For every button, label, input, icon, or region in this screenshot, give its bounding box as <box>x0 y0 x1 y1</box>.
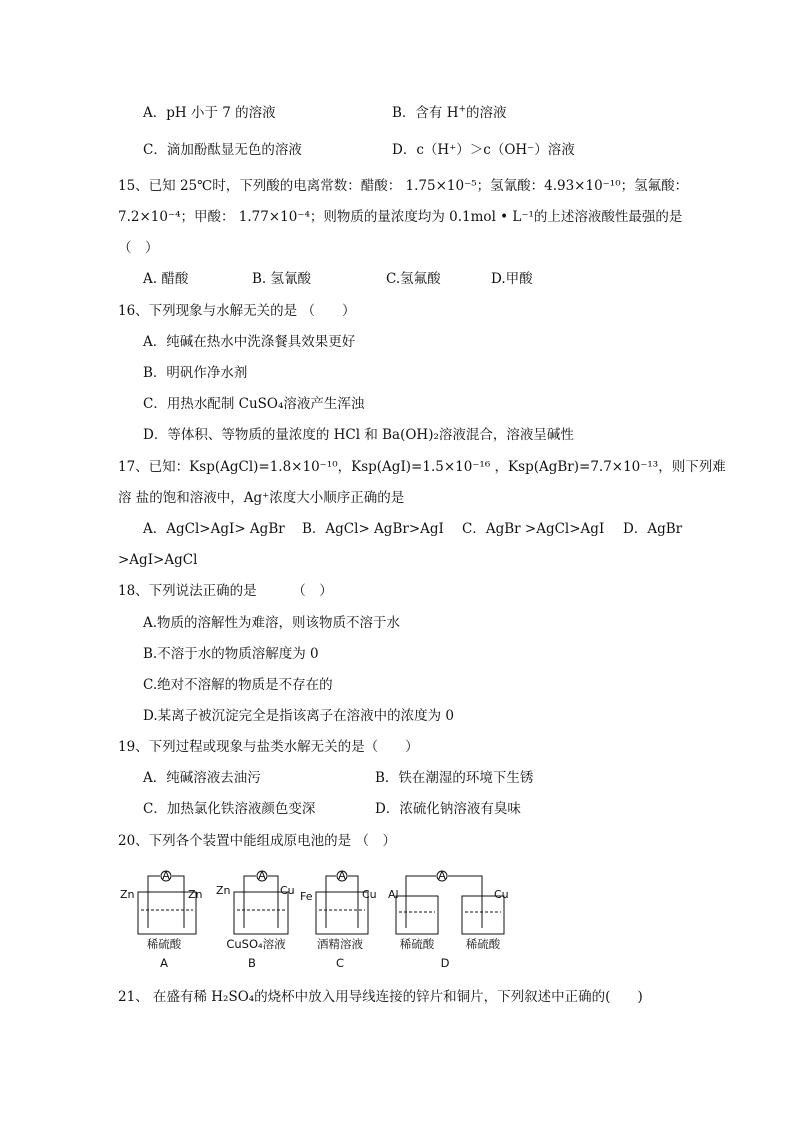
q17-option-d-cont: >AgI>AgCl <box>118 552 198 568</box>
q19-option-b: B．铁在潮湿的环境下生锈 <box>375 770 534 786</box>
q19-stem: 19、下列过程或现象与盐类水解无关的是（ ） <box>118 739 419 755</box>
device-a-solution: 稀硫酸 <box>146 937 182 951</box>
q16-option-d: D．等体积、等物质的量浓度的 HCl 和 Ba(OH)₂溶液混合，溶液呈碱性 <box>143 427 574 443</box>
device-c-solution: 酒精溶液 <box>317 937 363 951</box>
device-b-right-electrode: Cu <box>280 884 295 897</box>
q15-stem-line2: 7.2×10⁻⁴；甲酸： 1.77×10⁻⁴；则物质的量浓度均为 0.1mol • L⁻¹的上述溶液酸性最强的是 <box>118 209 683 225</box>
ammeter-label-d: A <box>438 869 446 882</box>
q16-option-c: C．用热水配制 CuSO₄溶液产生浑浊 <box>143 396 365 412</box>
device-b-letter: B <box>248 956 256 970</box>
device-c-letter: C <box>335 956 345 970</box>
q17-stem-line2: 溶 盐的饱和溶液中，Ag⁺浓度大小顺序正确的是 <box>118 490 405 506</box>
device-d-letter: D <box>440 956 450 970</box>
ammeter-label-c: A <box>338 869 346 882</box>
q17-option-b: B．AgCl> AgBr>AgI <box>302 521 444 537</box>
q14-option-c: C．滴加酚酞显无色的溶液 <box>143 142 302 158</box>
q16-option-b: B．明矾作净水剂 <box>143 365 248 381</box>
q18-option-b: B.不溶于水的物质溶解度为 0 <box>143 646 319 662</box>
device-c-right-electrode: Cu <box>362 888 377 901</box>
q15-option-d: D.甲酸 <box>491 271 533 287</box>
q14-option-a: A．pH 小于 7 的溶液 <box>143 105 276 121</box>
q15-stem-line3: （ ） <box>118 240 159 256</box>
device-a-right-electrode: Zn <box>188 888 203 901</box>
q18-stem: 18、下列说法正确的是 （ ） <box>118 583 333 599</box>
q15-stem-line1: 15、已知 25℃时，下列酸的电离常数：醋酸： 1.75×10⁻⁵；氢氰酸：4.93×10⁻¹⁰；氢氟酸： <box>118 178 689 194</box>
q16-option-a: A．纯碱在热水中洗涤餐具效果更好 <box>143 334 356 350</box>
device-a-letter: A <box>160 956 168 970</box>
q18-option-d: D.某离子被沉淀完全是指该离子在溶液中的浓度为 0 <box>143 708 455 724</box>
device-b-solution: CuSO₄溶液 <box>226 937 286 951</box>
device-d-left-electrode: Al <box>388 888 399 901</box>
device-d-solution-left: 稀硫酸 <box>399 937 435 951</box>
q19-option-c: C．加热氯化铁溶液颜色变深 <box>143 801 316 817</box>
q18-option-c: C.绝对不溶解的物质是不存在的 <box>143 677 333 693</box>
q15-option-a: A. 醋酸 <box>143 271 189 287</box>
q16-stem: 16、下列现象与水解无关的是 （ ） <box>118 303 356 319</box>
q17-option-d: D．AgBr <box>623 521 683 537</box>
device-b-left-electrode: Zn <box>216 884 231 897</box>
q14-option-b: B．含有 H+的溶液 <box>392 104 507 121</box>
q19-option-a: A．纯碱溶液去油污 <box>143 770 261 786</box>
q17-stem-line1: 17、已知：Ksp(AgCl)=1.8×10⁻¹⁰，Ksp(AgI)=1.5×10⁻¹⁶ ，Ksp(AgBr)=7.7×10⁻¹³，则下列难 <box>118 459 726 475</box>
galvanic-cell-diagram <box>112 862 532 974</box>
q19-option-d: D．浓硫化钠溶液有臭味 <box>375 801 521 817</box>
device-a-left-electrode: Zn <box>120 888 135 901</box>
galvanic-cell-svg <box>112 862 532 974</box>
q15-option-b: B. 氢氰酸 <box>252 271 312 287</box>
q20-stem: 20、下列各个装置中能组成原电池的是 （ ） <box>118 833 396 849</box>
device-d-solution-right: 稀硫酸 <box>465 937 501 951</box>
q15-option-c: C.氢氟酸 <box>386 271 441 287</box>
q17-option-a: A．AgCl>AgI> AgBr <box>143 521 285 537</box>
q17-option-c: C．AgBr >AgCl>AgI <box>462 521 605 537</box>
device-c-left-electrode: Fe <box>300 890 313 903</box>
ammeter-label-a: A <box>162 869 170 882</box>
q18-option-a: A.物质的溶解性为难溶，则该物质不溶于水 <box>143 615 401 631</box>
ammeter-label-b: A <box>258 869 266 882</box>
device-d-right-electrode: Cu <box>494 888 509 901</box>
q21-stem: 21、 在盛有稀 H₂SO₄的烧杯中放入用导线连接的锌片和铜片，下列叙述中正确的( ) <box>118 989 643 1005</box>
q14-option-d: D．c（H⁺）＞c（OH⁻）溶液 <box>392 142 575 158</box>
